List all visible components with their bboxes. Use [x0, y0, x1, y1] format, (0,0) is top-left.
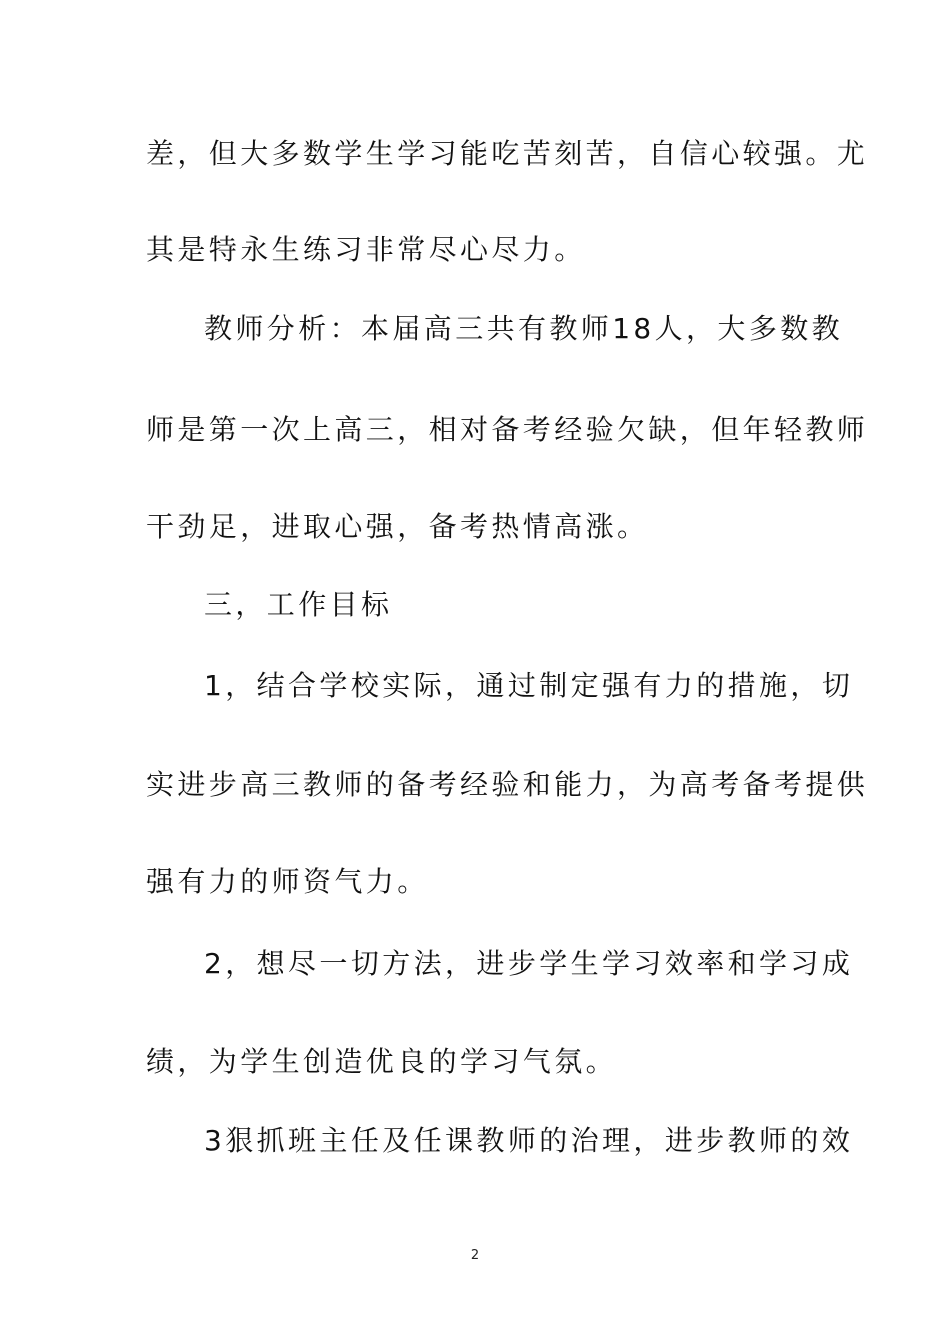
- text-line-12: 3狠抓班主任及任课教师的治理，进步教师的效: [204, 1124, 854, 1157]
- text-line-8: 实进步高三教师的备考经验和能力，为高考备考提供: [146, 768, 869, 801]
- text-line-5: 干劲足，进取心强，备考热情高涨。: [146, 510, 649, 543]
- text-line-10: 2，想尽一切方法，进步学生学习效率和学习成: [204, 947, 854, 980]
- text-line-7: 1，结合学校实际，通过制定强有力的措施，切: [204, 669, 854, 702]
- text-line-2: 其是特永生练习非常尽心尽力。: [146, 233, 586, 266]
- section-heading: 三，工作目标: [204, 588, 393, 621]
- text-line-3: 教师分析：本届高三共有教师18人，大多数教: [204, 312, 844, 345]
- text-line-4: 师是第一次上高三，相对备考经验欠缺，但年轻教师: [146, 413, 869, 446]
- page-number: 2: [470, 1248, 480, 1263]
- text-line-9: 强有力的师资气力。: [146, 865, 429, 898]
- text-line-1: 差，但大多数学生学习能吃苦刻苦，自信心较强。尤: [146, 137, 869, 170]
- text-line-11: 绩，为学生创造优良的学习气氛。: [146, 1045, 618, 1078]
